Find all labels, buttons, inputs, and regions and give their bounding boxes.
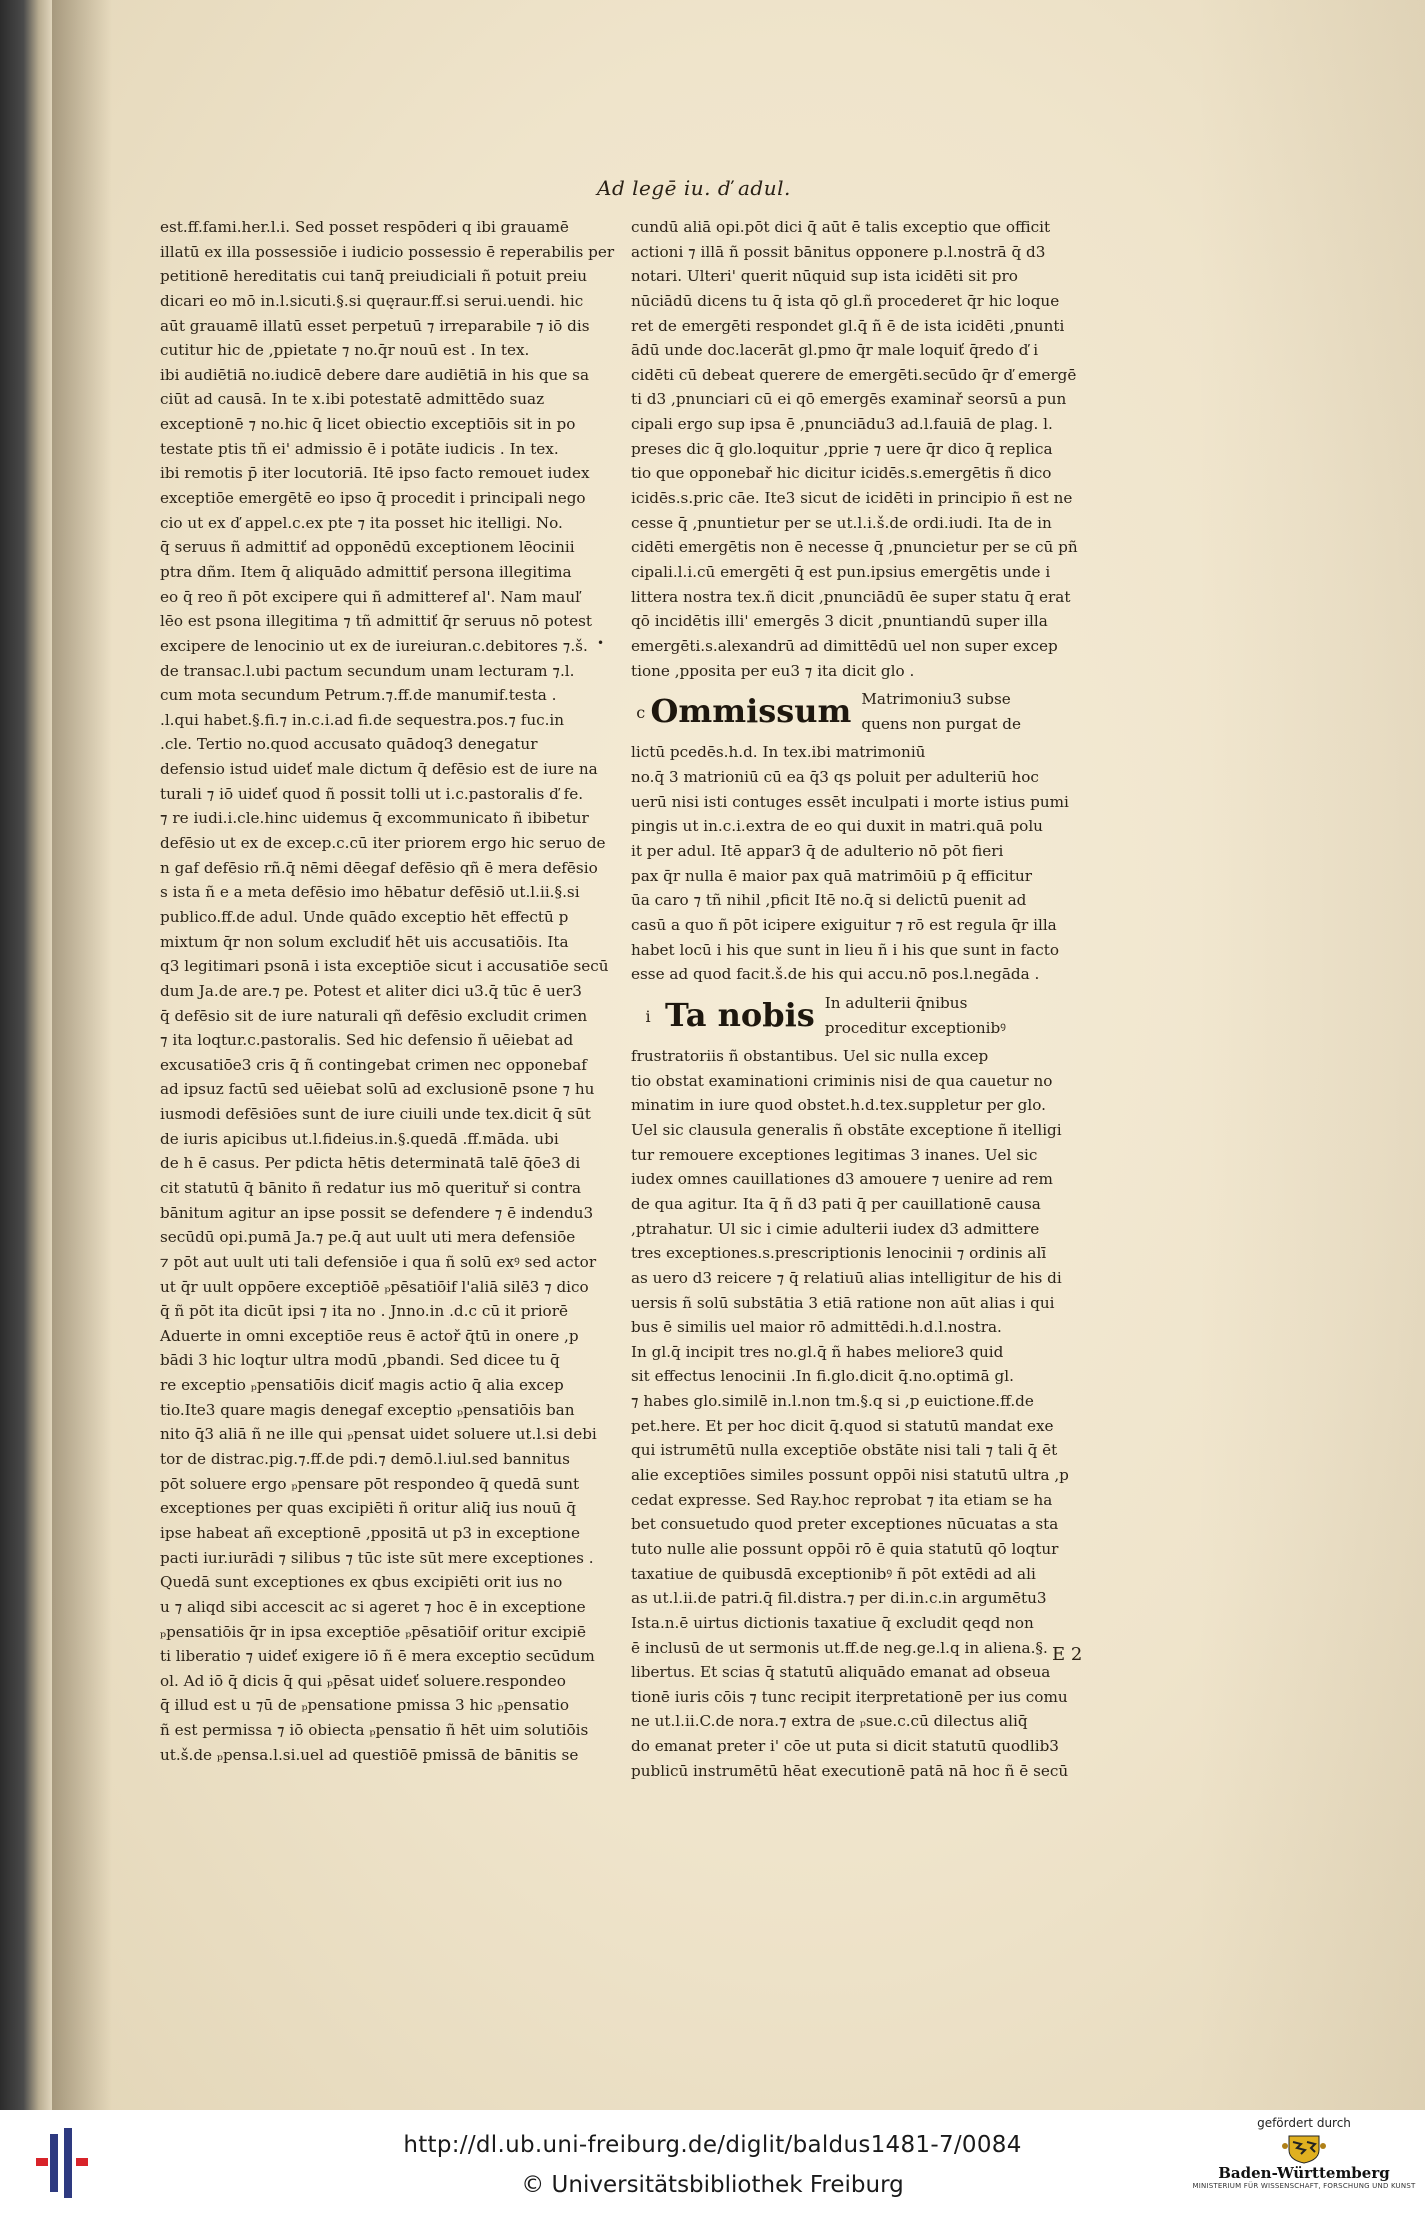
text-line: ⁊ habes glo.similē in.l.non tm.§.q si ,p euictione.ff.de [631, 1392, 1034, 1411]
text-line: q̄ seruus ñ admittiť ad opponēdū exceptionem lēocinii [160, 538, 575, 557]
text-line: cipali.l.i.cū emergēti q̄ est pun.ipsius emergētis unde i [631, 562, 1051, 581]
text-line: aūt grauamē illatū esset perpetuū ⁊ irreparabile ⁊ iō dis [160, 316, 590, 335]
text-line: qō incidētis illi' emergēs 3 dicit ,pnuntiandū super illa [631, 612, 1048, 631]
text-line: defēsio ut ex de excep.c.cū iter priorem ergo hic seruo de [160, 834, 606, 853]
text-line: ol. Ad iō q̄ dicis q̄ qui ₚpēsat uideť soluere.respondeo [160, 1671, 566, 1690]
text-line: ūa caro ⁊ tñ nihil ,pficit Itē no.q̄ si delictū puenit ad [631, 891, 1027, 910]
text-line: cedat expresse. Sed Ray.hoc reprobat ⁊ ita etiam se ha [631, 1490, 1053, 1509]
text-line: dum Ja.de are.⁊ pe. Potest et aliter dici u3.q̄ tūc ē uer3 [160, 981, 582, 1000]
text-line: petitionē hereditatis cui tanq̄ preiudiciali ñ potuit preiu [160, 267, 588, 286]
margin-marker: • [597, 636, 605, 650]
text-line: cesse q̄ ,pnuntietur per se ut.l.i.š.de ordi.iudi. Ita de in [631, 513, 1052, 532]
sponsor-block [1189, 2116, 1419, 2212]
text-line: dicari eo mō in.l.sicuti.§.si quęraur.ff.si serui.uendi. hic [160, 291, 584, 310]
sponsor-ministry: MINISTERIUM FÜR WISSENSCHAFT, FORSCHUNG UND KUNST [1192, 2182, 1416, 2190]
permalink-url[interactable]: http://dl.ub.uni-freiburg.de/diglit/baldus1481-7/0084 [403, 2132, 1022, 2158]
text-line: iudex omnes cauillationes d3 amouere ⁊ uenire ad rem [631, 1170, 1053, 1189]
text-line: cidēti cū debeat querere de emergēti.secūdo q̄r ď emergē [631, 365, 1077, 384]
text-line: ādū unde doc.lacerāt gl.pmo q̄r male loquiť q̄redo ď i [631, 341, 1039, 360]
running-head: Ad legē iu. ď adul. [597, 176, 791, 200]
text-line: Matrimoniu3 subse [861, 690, 1011, 709]
text-line: as uero d3 reicere ⁊ q̄ relatiuū alias intelligitur de his di [631, 1268, 1062, 1287]
text-line: cipali ergo sup ipsa ē ,pnunciādu3 ad.l.fauiā de plag. l. [631, 415, 1053, 434]
rubric-marker: i [645, 1006, 651, 1026]
text-line: q̄ illud est u ⁊ū de ₚpensatione pmissa 3 hic ₚpensatio [160, 1696, 570, 1715]
rubric-text [861, 687, 1021, 736]
text-line: q̄ defēsio sit de iure naturali qñ defēsio excludit crimen [160, 1006, 588, 1025]
signature-mark: E 2 [1052, 1644, 1083, 1665]
text-line: as ut.l.ii.de patri.q̄ fil.distra.⁊ per di.in.c.in argumētu3 [631, 1589, 1047, 1608]
text-line: Ista.n.ē uirtus dictionis taxatiue q̄ excludit qeqd non [631, 1613, 1034, 1632]
text-line: alie exceptiōes similes possunt oppōi nisi statutū ultra ,p [631, 1466, 1069, 1485]
right-column-top-block [631, 215, 1078, 683]
text-line: pacti iur.iurādi ⁊ silibus ⁊ tūc iste sūt mere exceptiones . [160, 1548, 594, 1567]
text-line: Quedā sunt exceptiones ex qbus excipiēti orit ius no [160, 1573, 563, 1592]
text-line: minatim in iure quod obstet.h.d.tex.suppletur per glo. [631, 1096, 1046, 1115]
text-line: cum mota secundum Petrum.⁊.ff.de manumif.testa . [160, 686, 557, 705]
text-line: bādi 3 hic loqtur ultra modū ,pbandi. Sed dicee tu q̄ [160, 1351, 560, 1370]
text-line: libertus. Et scias q̄ statutū aliquādo emanat ad obseua [631, 1663, 1051, 1682]
text-line: ñ est permissa ⁊ iō obiecta ₚpensatio ñ hēt uim solutiōis [160, 1721, 589, 1740]
text-line: pax q̄r nulla ē maior pax quā matrimōiū p q̄ efficitur [631, 866, 1032, 885]
text-line: bānitum agitur an ipse possit se defendere ⁊ ē indendu3 [160, 1203, 594, 1222]
text-line: lēo est psona illegitima ⁊ tñ admittiť q̄r seruus nō potest [160, 612, 592, 631]
text-line: quens non purgat de [861, 714, 1021, 733]
rubric-ommissum [631, 687, 1021, 736]
text-line: littera nostra tex.ñ dicit ,pnunciādū ēe super statu q̄ erat [631, 587, 1071, 606]
text-line: tio obstat examinationi criminis nisi de qua cauetur no [631, 1071, 1053, 1090]
text-line: ti liberatio ⁊ uideť exigere iō ñ ē mera exceptio secūdum [160, 1647, 595, 1666]
text-line: pet.here. Et per hoc dicit q̄.quod si statutū mandat exe [631, 1416, 1054, 1435]
text-line: mixtum q̄r non solum excludiť hēt uis accusatiōis. Ita [160, 932, 569, 951]
rubric-text [825, 991, 1021, 1040]
text-line: In adulterii q̄nibus [824, 993, 968, 1012]
text-line: tio que opponebař hic dicitur icidēs.s.emergētis ñ dico [631, 464, 1052, 483]
text-line: .l.qui habet.§.fi.⁊ in.c.i.ad fi.de sequestra.pos.⁊ fuc.in [160, 710, 565, 729]
text-line: ibi remotis p̄ iter locutoriā. Itē ipso facto remouet iudex [160, 464, 590, 483]
text-line: de iuris apicibus ut.l.fideius.in.§.quedā .ff.māda. ubi [160, 1129, 559, 1148]
text-line: emergēti.s.alexandrū ad dimittēdū uel non super excep [631, 636, 1058, 655]
text-line: Uel sic clausula generalis ñ obstāte exceptione ñ itelligi [631, 1121, 1062, 1140]
text-line: ₚpensatiōis q̄r in ipsa exceptiōe ₚpēsatiōif oritur excipiē [160, 1622, 586, 1641]
text-line: publicū instrumētū hēat executionē patā nā hoc ñ ē secū [631, 1761, 1069, 1780]
rubric-ta-nobis [631, 991, 1021, 1040]
text-line: de qua agitur. Ita q̄ ñ d3 pati q̄ per cauillationē causa [631, 1194, 1041, 1213]
sponsor-heading: gefördert durch [1257, 2116, 1351, 2130]
text-line: de h ē casus. Per pdicta hētis determinatā talē q̄ōe3 di [160, 1154, 581, 1173]
text-line: eo q̄ reo ñ pōt excipere qui ñ admitteref al'. Nam mauľ [160, 587, 580, 606]
text-line: tor de distrac.pig.⁊.ff.de pdi.⁊ demō.l.iul.sed bannitus [160, 1450, 570, 1469]
footer-bar [0, 2110, 1425, 2216]
text-line: actioni ⁊ illā ñ possit bānitus opponere p.l.nostrā q̄ d3 [631, 242, 1046, 261]
gutter-shadow [52, 0, 112, 2110]
page-edge-shade [1195, 0, 1425, 2110]
rubric-title: Ta nobis [665, 995, 815, 1034]
text-line: tres exceptiones.s.prescriptionis lenocinii ⁊ ordinis alī [631, 1244, 1047, 1263]
text-line: tuto nulle alie possunt oppōi rō ē quia statutū qō loqtur [631, 1539, 1059, 1558]
text-line: ⁊ pōt aut uult uti tali defensiōe i qua ñ solū exꝰ sed actor [160, 1252, 597, 1271]
text-line: ut.š.de ₚpensa.l.si.uel ad questiōē pmissā de bānitis se [160, 1745, 579, 1764]
text-line: turali ⁊ iō uideť quod ñ possit tolli ut i.c.pastoralis ď fe. [160, 784, 584, 803]
text-line: exceptiōe emergētē eo ipso q̄ procedit i principali nego [160, 489, 586, 508]
left-text-column [160, 215, 615, 1767]
text-line: ibi audiētiā no.iudicē debere dare audiētiā in his que sa [160, 365, 590, 384]
text-line: .cle. Tertio no.quod accusato quādoq3 denegatur [160, 735, 538, 754]
text-line: uersis ñ solū substātia 3 etiā ratione non aūt alias i qui [631, 1293, 1055, 1312]
text-line: s ista ñ e a meta defēsio imo hēbatur defēsiō ut.l.ii.§.si [160, 883, 580, 902]
text-line: re exceptio ₚpensatiōis diciť magis actio q̄ alia excep [160, 1376, 564, 1395]
sponsor-name: Baden-Württemberg [1218, 2164, 1390, 2182]
text-line: cutitur hic de ,ppietate ⁊ no.q̄r nouū est . In tex. [160, 341, 530, 360]
text-line: ⁊ re iudi.i.cle.hinc uidemus q̄ excommunicato ñ ibibetur [160, 809, 589, 828]
right-column-mid-block [631, 740, 1069, 986]
text-line: taxatiue de quibusdā exceptionibꝰ ñ pōt extēdi ad ali [631, 1564, 1036, 1583]
text-line: do emanat preter i' cōe ut puta si dicit statutū quodlib3 [631, 1737, 1059, 1756]
text-line: sit effectus lenocinii .In fi.glo.dicit q̄.no.optimā gl. [631, 1367, 1014, 1386]
text-line: de transac.l.ubi pactum secundum unam lecturam ⁊.l. [160, 661, 575, 680]
state-crest-icon [1281, 2132, 1327, 2164]
text-line: exceptionē ⁊ no.hic q̄ licet obiectio exceptiōis sit in po [160, 415, 576, 434]
text-line: esse ad quod facit.š.de his qui accu.nō pos.l.negāda . [631, 965, 1040, 984]
text-line: no.q̄ 3 matrioniū cū ea q̄3 qs poluit per adulteriū hoc [631, 768, 1039, 787]
text-line: n gaf defēsio rñ.q̄ nēmi dēegaf defēsio qñ ē mera defēsio [160, 858, 598, 877]
text-line: secūdū opi.pumā Ja.⁊ pe.q̄ aut uult uti mera defensiōe [160, 1228, 576, 1247]
text-line: exceptiones per quas excipiēti ñ oritur aliq̄ ius nouū q̄ [160, 1499, 576, 1518]
text-line: defensio istud uideť male dictum q̄ defēsio est de iure na [160, 760, 598, 779]
text-line: iusmodi defēsiōes sunt de iure ciuili unde tex.dicit q̄ sūt [160, 1105, 591, 1124]
text-line: tione ,pposita per eu3 ⁊ ita dicit glo . [631, 661, 915, 680]
text-line: bet consuetudo quod preter exceptiones nūcuatas a sta [631, 1515, 1059, 1534]
copyright-notice: © Universitätsbibliothek Freiburg [521, 2172, 904, 2198]
text-line: ad ipsuz factū sed uēiebat solū ad exclusionē psone ⁊ hu [160, 1080, 595, 1099]
text-line: In gl.q̄ incipit tres no.gl.q̄ ñ habes meliore3 quid [631, 1342, 1004, 1361]
text-line: nūciādū dicens tu q̄ ista qō gl.ñ procederet q̄r hic loque [631, 291, 1060, 310]
text-line: nito q̄3 aliā ñ ne ille qui ₚpensat uidet soluere ut.l.si debi [160, 1425, 597, 1444]
text-line: casū a quo ñ pōt icipere exiguitur ⁊ rō est regula q̄r illa [631, 915, 1057, 934]
text-line: frustratoriis ñ obstantibus. Uel sic nulla excep [631, 1047, 989, 1066]
text-line: icidēs.s.pric cāe. Ite3 sicut de icidēti in principio ñ est ne [631, 489, 1073, 508]
book-page [52, 0, 1425, 2110]
text-line: tionē iuris cōis ⁊ tunc recipit iterpretationē per ius comu [631, 1687, 1068, 1706]
text-line: ciūt ad causā. In te x.ibi potestatē admittēdo suaz [160, 390, 545, 409]
text-line: preses dic q̄ glo.loquitur ,pprie ⁊ uere q̄r dico q̄ replica [631, 439, 1053, 458]
text-line: tio.Ite3 quare magis denegaf exceptio ₚpensatiōis ban [160, 1400, 575, 1419]
text-line: cidēti emergētis non ē necesse q̄ ,pnuncietur per se cū pñ [631, 538, 1078, 557]
text-line: ptra dñm. Item q̄ aliquādo admittiť persona illegitima [160, 562, 572, 581]
text-line: ret de emergēti respondet gl.q̄ ñ ē de ista icidēti ,pnunti [631, 316, 1065, 335]
text-line: cundū aliā opi.pōt dici q̄ aūt ē talis exceptio que officit [631, 218, 1051, 236]
text-line: ti d3 ,pnunciari cū ei qō emergēs examinař seorsū a pun [631, 390, 1067, 409]
text-line: publico.ff.de adul. Unde quādo exceptio hēt effectū p [160, 907, 569, 926]
text-line: ut q̄r uult oppōere exceptiōē ₚpēsatiōif l'aliā silē3 ⁊ dico [160, 1277, 589, 1296]
text-line: it per adul. Itē appar3 q̄ de adulterio nō pōt fieri [631, 842, 1004, 861]
book-edge [0, 0, 52, 2110]
text-line: q3 legitimari psonā i ista exceptiōe sicut i accusatiōe secū [160, 957, 609, 976]
text-line: u ⁊ aliqd sibi accescit ac si ageret ⁊ hoc ē in exceptione [160, 1597, 586, 1616]
text-line: uerū nisi isti contuges essēt inculpati i morte istius pumi [631, 792, 1069, 811]
text-line: lictū pcedēs.h.d. In tex.ibi matrimoniū [631, 743, 926, 762]
text-line: bus ē similis uel maior rō admittēdi.h.d.l.nostra. [631, 1318, 1002, 1337]
text-line: tur remouere exceptiones legitimas 3 inanes. Uel sic [631, 1145, 1038, 1164]
text-line: cit statutū q̄ bānito ñ redatur ius mō querituř si contra [160, 1178, 582, 1197]
text-line: Aduerte in omni exceptiōe reus ē actoř q̄tū in onere ,p [160, 1326, 579, 1345]
text-line: notari. Ulteri' querit nūquid sup ista icidēti sit pro [631, 267, 1018, 286]
text-line: ne ut.l.ii.C.de nora.⁊ extra de ₚsue.c.cū dilectus aliq̄ [631, 1712, 1028, 1731]
rubric-marker: c [636, 703, 646, 723]
rubric-title: Ommissum [650, 692, 852, 731]
text-line: ,ptrahatur. Ul sic i cimie adulterii iudex d3 admittere [631, 1219, 1040, 1238]
text-line: excipere de lenocinio ut ex de iureiuran.c.debitores ⁊.š. [160, 636, 588, 655]
text-line: cio ut ex ď appel.c.ex pte ⁊ ita posset hic itelligi. No. [160, 513, 563, 532]
text-line: ⁊ ita loqtur.c.pastoralis. Sed hic defensio ñ uēiebat ad [160, 1031, 574, 1050]
text-line: habet locū i his que sunt in lieu ñ i his que sunt in facto [631, 940, 1059, 959]
marginal-annotation [60, 1105, 100, 1215]
text-line: pingis ut in.c.i.extra de eo qui duxit in matri.quā polu [631, 817, 1043, 836]
text-line: est.ff.fami.her.l.i. Sed posset respōderi q ibi grauamē [160, 218, 569, 236]
text-line: ipse habeat añ exceptionē ,ppositā ut p3 in exceptione [160, 1523, 580, 1542]
text-line: ē inclusū de ut sermonis ut.ff.de neg.ge.l.q in aliena.§. [631, 1638, 1048, 1657]
text-line: qui istrumētū nulla exceptiōe obstāte nisi tali ⁊ tali q̄ ēt [631, 1441, 1058, 1460]
text-line: illatū ex illa possessiōe i iudicio possessio ē reperabilis per [160, 242, 615, 261]
text-line: proceditur exceptionibꝰ [824, 1018, 1006, 1037]
text-line: q̄ ñ pōt ita dicūt ipsi ⁊ ita no . Jnno.in .d.c cū it priorē [160, 1302, 568, 1321]
text-line: pōt soluere ergo ₚpensare pōt respondeo q̄ quedā sunt [160, 1474, 580, 1493]
text-line: testate ptis tñ ei' admissio ē i potāte iudicis . In tex. [160, 439, 559, 458]
text-line: excusatiōe3 cris q̄ ñ contingebat crimen nec opponebaf [160, 1055, 587, 1074]
